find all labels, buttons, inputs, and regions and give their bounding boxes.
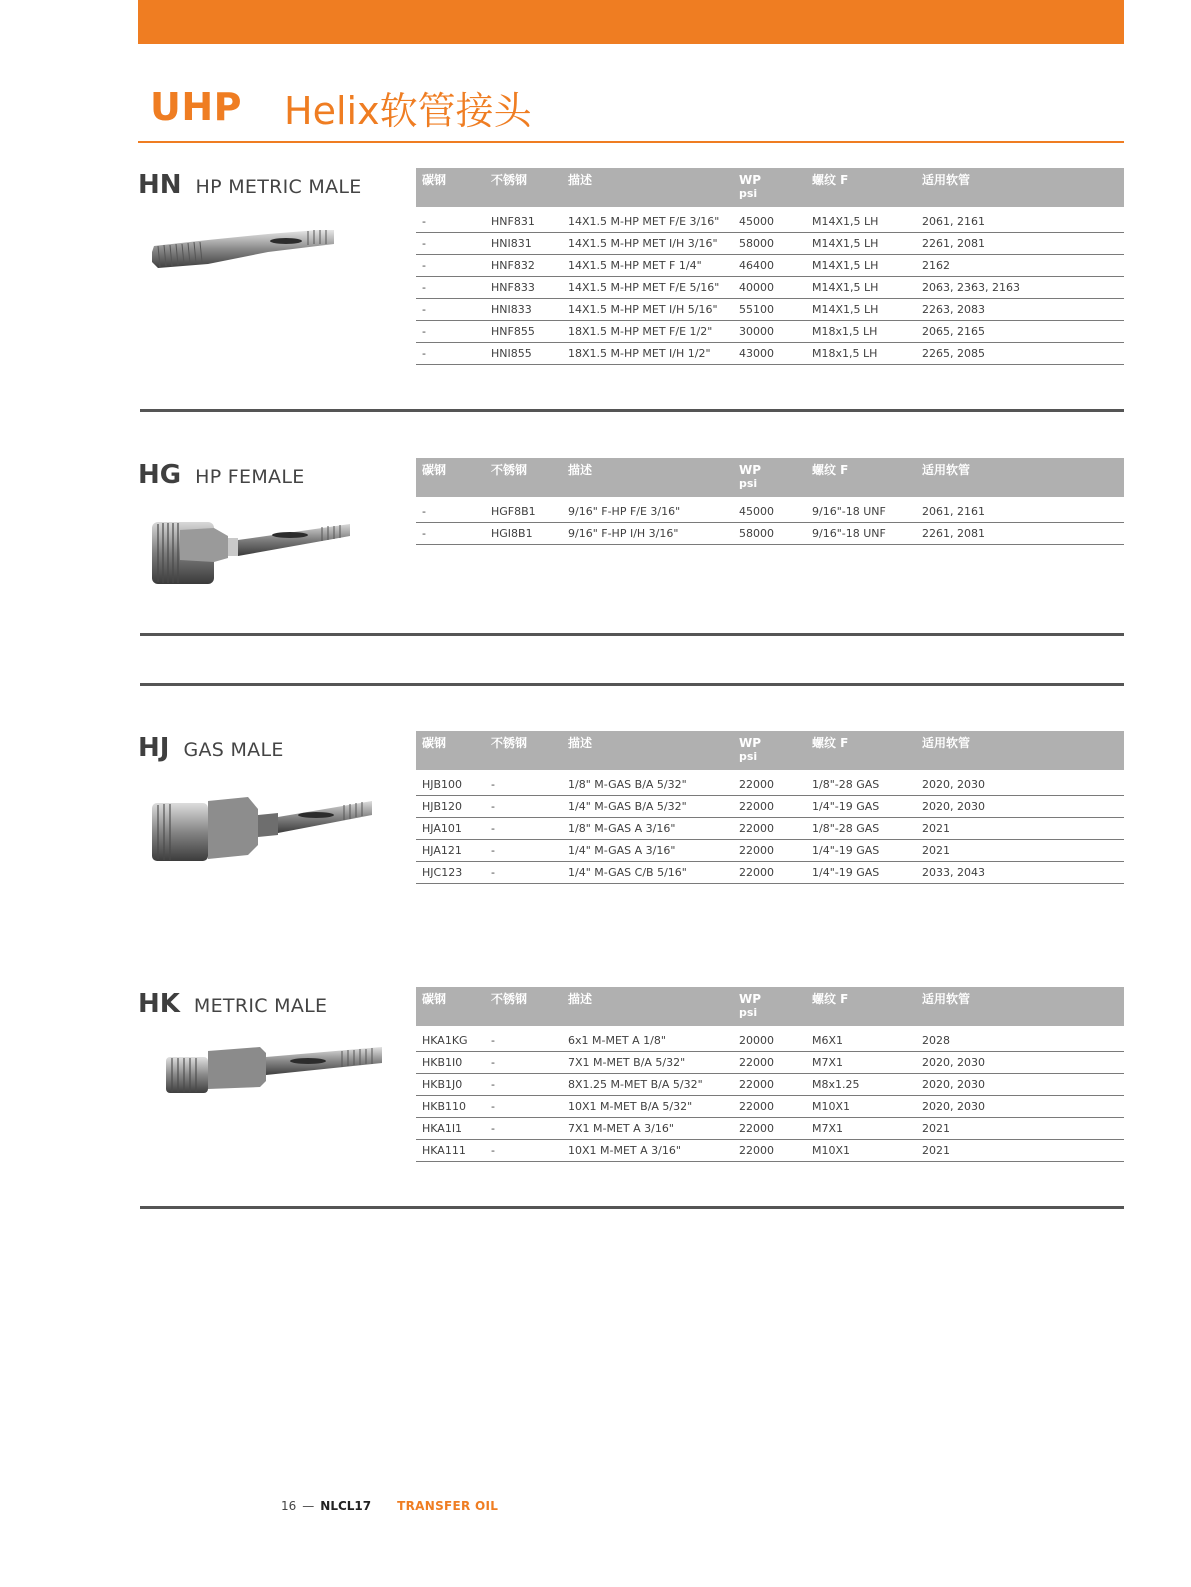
section-hg bbox=[138, 458, 1124, 608]
stainless-cell: - bbox=[485, 840, 562, 862]
hose-cell: 2020, 2030 bbox=[916, 796, 1124, 818]
stainless-cell: - bbox=[485, 774, 562, 796]
wp-cell: 30000 bbox=[733, 321, 806, 343]
description-cell: 10X1 M-MET A 3/16" bbox=[562, 1140, 733, 1162]
stainless-cell: HNI831 bbox=[485, 233, 562, 255]
description-cell: 14X1.5 M-HP MET I/H 5/16" bbox=[562, 299, 733, 321]
section-hj bbox=[138, 731, 1124, 931]
col-wp bbox=[733, 731, 806, 770]
stainless-cell: - bbox=[485, 862, 562, 884]
page-title bbox=[150, 82, 532, 132]
col-hose: 适用软管 bbox=[916, 458, 1124, 497]
hn-spec-table bbox=[416, 168, 1124, 365]
col-wp-label: WP bbox=[739, 992, 762, 1006]
hose-cell: 2063, 2363, 2163 bbox=[916, 277, 1124, 299]
stainless-cell: HNF831 bbox=[485, 211, 562, 233]
description-cell: 9/16" F-HP F/E 3/16" bbox=[562, 501, 733, 523]
table-header-row bbox=[416, 168, 1124, 207]
col-wp bbox=[733, 458, 806, 497]
hk-fitting-image bbox=[164, 1039, 394, 1103]
section-hn bbox=[138, 168, 1124, 368]
hose-cell: 2065, 2165 bbox=[916, 321, 1124, 343]
section-heading bbox=[138, 460, 305, 490]
description-cell: 1/4" M-GAS B/A 5/32" bbox=[562, 796, 733, 818]
table-body bbox=[416, 1026, 1124, 1162]
hose-cell: 2020, 2030 bbox=[916, 774, 1124, 796]
wp-cell: 45000 bbox=[733, 211, 806, 233]
section-divider bbox=[140, 683, 1124, 686]
hose-cell: 2061, 2161 bbox=[916, 501, 1124, 523]
wp-cell: 22000 bbox=[733, 796, 806, 818]
section-code: HN bbox=[138, 170, 182, 200]
col-hose: 适用软管 bbox=[916, 168, 1124, 207]
title-brand: UHP bbox=[150, 85, 243, 129]
hose-cell: 2021 bbox=[916, 840, 1124, 862]
section-code: HJ bbox=[138, 733, 170, 763]
carbon-steel-cell: - bbox=[416, 233, 485, 255]
carbon-steel-cell: HKA111 bbox=[416, 1140, 485, 1162]
description-cell: 14X1.5 M-HP MET F 1/4" bbox=[562, 255, 733, 277]
col-thread: 螺纹 F bbox=[806, 987, 916, 1026]
thread-cell: M14X1,5 LH bbox=[806, 299, 916, 321]
col-description: 描述 bbox=[562, 731, 733, 770]
description-cell: 6x1 M-MET A 1/8" bbox=[562, 1030, 733, 1052]
table-row bbox=[416, 1140, 1124, 1162]
col-carbon-steel: 碳钢 bbox=[416, 731, 485, 770]
catalog-category: TRANSFER OIL bbox=[397, 1499, 499, 1513]
carbon-steel-cell: HKB1I0 bbox=[416, 1052, 485, 1074]
description-cell: 1/8" M-GAS B/A 5/32" bbox=[562, 774, 733, 796]
section-name: METRIC MALE bbox=[193, 995, 328, 1017]
hose-cell: 2162 bbox=[916, 255, 1124, 277]
table-row bbox=[416, 299, 1124, 321]
thread-cell: 9/16"-18 UNF bbox=[806, 501, 916, 523]
hose-cell: 2020, 2030 bbox=[916, 1074, 1124, 1096]
col-description: 描述 bbox=[562, 168, 733, 207]
wp-cell: 45000 bbox=[733, 501, 806, 523]
section-code: HK bbox=[138, 989, 180, 1019]
table-row bbox=[416, 1030, 1124, 1052]
col-wp bbox=[733, 168, 806, 207]
section-divider bbox=[140, 1206, 1124, 1209]
wp-cell: 22000 bbox=[733, 1074, 806, 1096]
wp-cell: 22000 bbox=[733, 1140, 806, 1162]
wp-cell: 40000 bbox=[733, 277, 806, 299]
stainless-cell: HNI833 bbox=[485, 299, 562, 321]
col-wp-label: WP bbox=[739, 463, 762, 477]
col-wp-label: WP bbox=[739, 173, 762, 187]
table-header-row bbox=[416, 987, 1124, 1026]
col-stainless: 不锈钢 bbox=[485, 458, 562, 497]
thread-cell: M14X1,5 LH bbox=[806, 233, 916, 255]
stainless-cell: HNF832 bbox=[485, 255, 562, 277]
table-row bbox=[416, 1052, 1124, 1074]
col-thread: 螺纹 F bbox=[806, 731, 916, 770]
hose-cell: 2265, 2085 bbox=[916, 343, 1124, 365]
col-stainless: 不锈钢 bbox=[485, 168, 562, 207]
thread-cell: M7X1 bbox=[806, 1052, 916, 1074]
thread-cell: M14X1,5 LH bbox=[806, 211, 916, 233]
carbon-steel-cell: HJB100 bbox=[416, 774, 485, 796]
table-body bbox=[416, 497, 1124, 545]
hn-fitting-image bbox=[148, 220, 348, 280]
carbon-steel-cell: HJA101 bbox=[416, 818, 485, 840]
thread-cell: M18x1,5 LH bbox=[806, 321, 916, 343]
carbon-steel-cell: HKA1I1 bbox=[416, 1118, 485, 1140]
hose-cell: 2028 bbox=[916, 1030, 1124, 1052]
wp-cell: 22000 bbox=[733, 774, 806, 796]
table-row bbox=[416, 501, 1124, 523]
carbon-steel-cell: - bbox=[416, 321, 485, 343]
table-body bbox=[416, 770, 1124, 884]
carbon-steel-cell: HJB120 bbox=[416, 796, 485, 818]
col-description: 描述 bbox=[562, 458, 733, 497]
table-row bbox=[416, 818, 1124, 840]
col-thread: 螺纹 F bbox=[806, 458, 916, 497]
page-number: 16 bbox=[281, 1499, 297, 1513]
description-cell: 1/4" M-GAS C/B 5/16" bbox=[562, 862, 733, 884]
stainless-cell: - bbox=[485, 1118, 562, 1140]
carbon-steel-cell: - bbox=[416, 299, 485, 321]
thread-cell: 1/8"-28 GAS bbox=[806, 818, 916, 840]
col-carbon-steel: 碳钢 bbox=[416, 458, 485, 497]
section-divider bbox=[140, 633, 1124, 636]
wp-cell: 20000 bbox=[733, 1030, 806, 1052]
thread-cell: M18x1,5 LH bbox=[806, 343, 916, 365]
stainless-cell: - bbox=[485, 818, 562, 840]
wp-cell: 22000 bbox=[733, 818, 806, 840]
stainless-cell: HNF833 bbox=[485, 277, 562, 299]
col-carbon-steel: 碳钢 bbox=[416, 987, 485, 1026]
top-accent-bar bbox=[138, 0, 1124, 44]
table-row bbox=[416, 277, 1124, 299]
hose-cell: 2261, 2081 bbox=[916, 233, 1124, 255]
description-cell: 7X1 M-MET A 3/16" bbox=[562, 1118, 733, 1140]
carbon-steel-cell: - bbox=[416, 255, 485, 277]
thread-cell: M10X1 bbox=[806, 1096, 916, 1118]
table-row bbox=[416, 211, 1124, 233]
table-row bbox=[416, 233, 1124, 255]
description-cell: 7X1 M-MET B/A 5/32" bbox=[562, 1052, 733, 1074]
col-hose: 适用软管 bbox=[916, 731, 1124, 770]
thread-cell: M7X1 bbox=[806, 1118, 916, 1140]
section-name: GAS MALE bbox=[183, 739, 284, 761]
col-wp-unit: psi bbox=[739, 1006, 758, 1019]
carbon-steel-cell: - bbox=[416, 277, 485, 299]
catalog-code: NLCL17 bbox=[320, 1499, 372, 1513]
table-row bbox=[416, 523, 1124, 545]
carbon-steel-cell: - bbox=[416, 523, 485, 545]
table-row bbox=[416, 796, 1124, 818]
hose-cell: 2033, 2043 bbox=[916, 862, 1124, 884]
section-name: HP METRIC MALE bbox=[195, 176, 362, 198]
table-header-row bbox=[416, 731, 1124, 770]
thread-cell: 1/4"-19 GAS bbox=[806, 796, 916, 818]
description-cell: 1/8" M-GAS A 3/16" bbox=[562, 818, 733, 840]
wp-cell: 58000 bbox=[733, 523, 806, 545]
hose-cell: 2263, 2083 bbox=[916, 299, 1124, 321]
section-heading bbox=[138, 989, 327, 1019]
thread-cell: 1/4"-19 GAS bbox=[806, 840, 916, 862]
hose-cell: 2020, 2030 bbox=[916, 1052, 1124, 1074]
title-rule bbox=[138, 141, 1124, 143]
thread-cell: M6X1 bbox=[806, 1030, 916, 1052]
hg-fitting-image bbox=[150, 514, 370, 590]
stainless-cell: HNF855 bbox=[485, 321, 562, 343]
col-thread: 螺纹 F bbox=[806, 168, 916, 207]
col-description: 描述 bbox=[562, 987, 733, 1026]
section-heading bbox=[138, 170, 362, 200]
hg-spec-table bbox=[416, 458, 1124, 545]
col-wp bbox=[733, 987, 806, 1026]
col-wp-unit: psi bbox=[739, 477, 758, 490]
section-heading bbox=[138, 733, 284, 763]
wp-cell: 22000 bbox=[733, 840, 806, 862]
col-wp-label: WP bbox=[739, 736, 762, 750]
description-cell: 14X1.5 M-HP MET F/E 3/16" bbox=[562, 211, 733, 233]
table-row bbox=[416, 774, 1124, 796]
description-cell: 9/16" F-HP I/H 3/16" bbox=[562, 523, 733, 545]
thread-cell: M8x1.25 bbox=[806, 1074, 916, 1096]
description-cell: 10X1 M-MET B/A 5/32" bbox=[562, 1096, 733, 1118]
carbon-steel-cell: - bbox=[416, 211, 485, 233]
carbon-steel-cell: HJC123 bbox=[416, 862, 485, 884]
description-cell: 18X1.5 M-HP MET F/E 1/2" bbox=[562, 321, 733, 343]
hose-cell: 2021 bbox=[916, 818, 1124, 840]
stainless-cell: - bbox=[485, 1096, 562, 1118]
stainless-cell: HGI8B1 bbox=[485, 523, 562, 545]
page-footer bbox=[281, 1499, 498, 1513]
wp-cell: 22000 bbox=[733, 1096, 806, 1118]
wp-cell: 22000 bbox=[733, 862, 806, 884]
thread-cell: 1/4"-19 GAS bbox=[806, 862, 916, 884]
hose-cell: 2020, 2030 bbox=[916, 1096, 1124, 1118]
hose-cell: 2021 bbox=[916, 1118, 1124, 1140]
hose-cell: 2021 bbox=[916, 1140, 1124, 1162]
col-carbon-steel: 碳钢 bbox=[416, 168, 485, 207]
stainless-cell: - bbox=[485, 1052, 562, 1074]
table-body bbox=[416, 207, 1124, 365]
section-hk bbox=[138, 987, 1124, 1187]
table-row bbox=[416, 321, 1124, 343]
col-wp-unit: psi bbox=[739, 750, 758, 763]
stainless-cell: HNI855 bbox=[485, 343, 562, 365]
stainless-cell: - bbox=[485, 796, 562, 818]
hj-spec-table bbox=[416, 731, 1124, 884]
carbon-steel-cell: - bbox=[416, 343, 485, 365]
carbon-steel-cell: HKB1J0 bbox=[416, 1074, 485, 1096]
stainless-cell: HGF8B1 bbox=[485, 501, 562, 523]
table-row bbox=[416, 862, 1124, 884]
table-row bbox=[416, 1074, 1124, 1096]
description-cell: 8X1.25 M-MET B/A 5/32" bbox=[562, 1074, 733, 1096]
col-stainless: 不锈钢 bbox=[485, 731, 562, 770]
section-name: HP FEMALE bbox=[195, 466, 305, 488]
description-cell: 14X1.5 M-HP MET F/E 5/16" bbox=[562, 277, 733, 299]
description-cell: 1/4" M-GAS A 3/16" bbox=[562, 840, 733, 862]
table-row bbox=[416, 343, 1124, 365]
hj-fitting-image bbox=[148, 789, 388, 869]
hk-spec-table bbox=[416, 987, 1124, 1162]
stainless-cell: - bbox=[485, 1074, 562, 1096]
wp-cell: 22000 bbox=[733, 1052, 806, 1074]
section-code: HG bbox=[138, 460, 182, 490]
thread-cell: M14X1,5 LH bbox=[806, 277, 916, 299]
footer-dash: — bbox=[302, 1499, 315, 1513]
wp-cell: 58000 bbox=[733, 233, 806, 255]
wp-cell: 43000 bbox=[733, 343, 806, 365]
wp-cell: 22000 bbox=[733, 1118, 806, 1140]
table-row bbox=[416, 1118, 1124, 1140]
thread-cell: M14X1,5 LH bbox=[806, 255, 916, 277]
col-hose: 适用软管 bbox=[916, 987, 1124, 1026]
wp-cell: 46400 bbox=[733, 255, 806, 277]
table-header-row bbox=[416, 458, 1124, 497]
stainless-cell: - bbox=[485, 1030, 562, 1052]
table-row bbox=[416, 840, 1124, 862]
carbon-steel-cell: HKB110 bbox=[416, 1096, 485, 1118]
carbon-steel-cell: HJA121 bbox=[416, 840, 485, 862]
section-divider bbox=[140, 409, 1124, 412]
hose-cell: 2261, 2081 bbox=[916, 523, 1124, 545]
thread-cell: M10X1 bbox=[806, 1140, 916, 1162]
carbon-steel-cell: HKA1KG bbox=[416, 1030, 485, 1052]
title-text: Helix软管接头 bbox=[284, 88, 532, 133]
col-wp-unit: psi bbox=[739, 187, 758, 200]
wp-cell: 55100 bbox=[733, 299, 806, 321]
description-cell: 14X1.5 M-HP MET I/H 3/16" bbox=[562, 233, 733, 255]
thread-cell: 1/8"-28 GAS bbox=[806, 774, 916, 796]
table-row bbox=[416, 255, 1124, 277]
col-stainless: 不锈钢 bbox=[485, 987, 562, 1026]
description-cell: 18X1.5 M-HP MET I/H 1/2" bbox=[562, 343, 733, 365]
table-row bbox=[416, 1096, 1124, 1118]
hose-cell: 2061, 2161 bbox=[916, 211, 1124, 233]
stainless-cell: - bbox=[485, 1140, 562, 1162]
carbon-steel-cell: - bbox=[416, 501, 485, 523]
thread-cell: 9/16"-18 UNF bbox=[806, 523, 916, 545]
